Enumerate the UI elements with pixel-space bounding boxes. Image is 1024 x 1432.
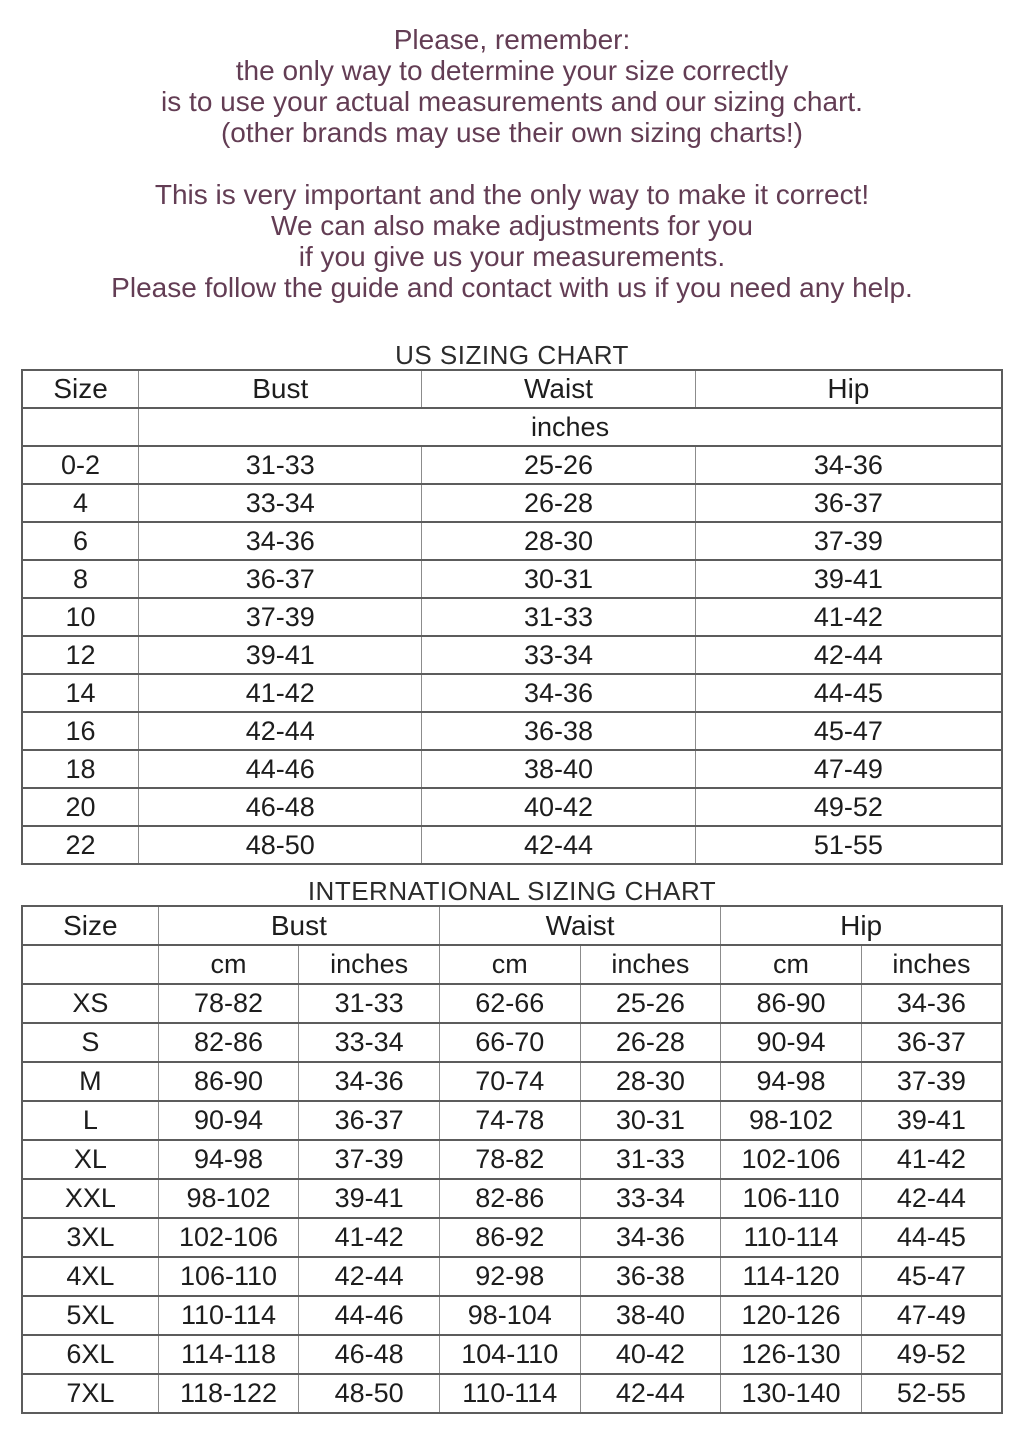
intl-cell-waist_cm: 104-110 xyxy=(439,1335,580,1374)
intl-cell-waist_cm: 82-86 xyxy=(439,1179,580,1218)
intl-cell-size: 7XL xyxy=(22,1374,158,1413)
intl-unit-waist-inches: inches xyxy=(580,945,721,984)
us-cell-waist: 25-26 xyxy=(422,446,695,484)
us-col-hip: Hip xyxy=(695,370,1002,408)
intl-cell-waist_in: 40-42 xyxy=(580,1335,721,1374)
us-cell-hip: 41-42 xyxy=(695,598,1002,636)
us-unit-label: inches xyxy=(139,408,1002,446)
us-data-row xyxy=(22,446,1002,484)
us-cell-size: 10 xyxy=(22,598,139,636)
us-cell-waist: 40-42 xyxy=(422,788,695,826)
intl-cell-waist_cm: 98-104 xyxy=(439,1296,580,1335)
intro-line: This is very important and the only way to make it correct! xyxy=(154,179,870,210)
us-sizing-table xyxy=(21,369,1003,865)
intl-cell-bust_cm: 94-98 xyxy=(158,1140,299,1179)
intl-table-body xyxy=(22,984,1002,1413)
intl-cell-waist_in: 36-38 xyxy=(580,1257,721,1296)
us-unit-empty-cell xyxy=(22,408,139,446)
intl-cell-waist_in: 42-44 xyxy=(580,1374,721,1413)
us-col-waist: Waist xyxy=(422,370,695,408)
intl-unit-hip-inches: inches xyxy=(861,945,1002,984)
intro-note xyxy=(0,0,1024,303)
intl-cell-size: XL xyxy=(22,1140,158,1179)
intl-cell-hip_in: 34-36 xyxy=(861,984,1002,1023)
intl-data-row xyxy=(22,1296,1002,1335)
us-data-row xyxy=(22,712,1002,750)
intl-cell-waist_cm: 70-74 xyxy=(439,1062,580,1101)
intl-cell-bust_in: 44-46 xyxy=(299,1296,440,1335)
intl-cell-bust_in: 46-48 xyxy=(299,1335,440,1374)
us-cell-size: 8 xyxy=(22,560,139,598)
us-cell-waist: 42-44 xyxy=(422,826,695,864)
intl-cell-size: S xyxy=(22,1023,158,1062)
intro-line: Please, remember: xyxy=(393,24,631,55)
intl-cell-waist_cm: 86-92 xyxy=(439,1218,580,1257)
us-cell-waist: 38-40 xyxy=(422,750,695,788)
us-cell-waist: 36-38 xyxy=(422,712,695,750)
us-cell-bust: 44-46 xyxy=(139,750,422,788)
us-data-row xyxy=(22,484,1002,522)
intro-line: We can also make adjustments for you xyxy=(271,210,753,241)
us-data-row xyxy=(22,560,1002,598)
intl-cell-bust_cm: 118-122 xyxy=(158,1374,299,1413)
intl-cell-bust_in: 34-36 xyxy=(299,1062,440,1101)
intl-col-waist: Waist xyxy=(439,906,720,945)
us-cell-hip: 36-37 xyxy=(695,484,1002,522)
us-cell-size: 6 xyxy=(22,522,139,560)
intl-data-row xyxy=(22,1023,1002,1062)
intl-cell-bust_cm: 102-106 xyxy=(158,1218,299,1257)
us-cell-hip: 45-47 xyxy=(695,712,1002,750)
intro-paragraph-2 xyxy=(0,179,1024,303)
intl-cell-waist_cm: 78-82 xyxy=(439,1140,580,1179)
us-cell-size: 0-2 xyxy=(22,446,139,484)
us-data-row xyxy=(22,522,1002,560)
intro-paragraph-1 xyxy=(0,24,1024,148)
intl-cell-hip_cm: 94-98 xyxy=(721,1062,862,1101)
intl-data-row xyxy=(22,1218,1002,1257)
intl-cell-size: 4XL xyxy=(22,1257,158,1296)
intl-cell-waist_in: 38-40 xyxy=(580,1296,721,1335)
us-cell-bust: 42-44 xyxy=(139,712,422,750)
intl-cell-hip_in: 37-39 xyxy=(861,1062,1002,1101)
us-cell-hip: 42-44 xyxy=(695,636,1002,674)
intl-cell-hip_cm: 102-106 xyxy=(721,1140,862,1179)
intl-cell-hip_cm: 98-102 xyxy=(721,1101,862,1140)
intl-unit-hip-cm: cm xyxy=(721,945,862,984)
intl-cell-bust_in: 42-44 xyxy=(299,1257,440,1296)
us-col-bust: Bust xyxy=(139,370,422,408)
intl-cell-bust_in: 37-39 xyxy=(299,1140,440,1179)
intl-cell-waist_cm: 110-114 xyxy=(439,1374,580,1413)
intl-cell-size: XXL xyxy=(22,1179,158,1218)
intl-unit-row xyxy=(22,945,1002,984)
us-cell-bust: 36-37 xyxy=(139,560,422,598)
intl-cell-hip_cm: 126-130 xyxy=(721,1335,862,1374)
us-cell-bust: 37-39 xyxy=(139,598,422,636)
intl-cell-bust_in: 33-34 xyxy=(299,1023,440,1062)
intl-col-hip: Hip xyxy=(721,906,1002,945)
us-data-row xyxy=(22,636,1002,674)
us-header-row xyxy=(22,370,1002,408)
intl-cell-hip_in: 45-47 xyxy=(861,1257,1002,1296)
intl-cell-bust_cm: 98-102 xyxy=(158,1179,299,1218)
intl-cell-hip_cm: 110-114 xyxy=(721,1218,862,1257)
us-cell-size: 16 xyxy=(22,712,139,750)
intl-cell-bust_in: 39-41 xyxy=(299,1179,440,1218)
us-data-row xyxy=(22,598,1002,636)
intl-cell-hip_in: 49-52 xyxy=(861,1335,1002,1374)
intl-unit-bust-cm: cm xyxy=(158,945,299,984)
intl-chart-title: INTERNATIONAL SIZING CHART xyxy=(307,876,717,906)
intl-cell-hip_in: 39-41 xyxy=(861,1101,1002,1140)
us-chart-title: US SIZING CHART xyxy=(395,340,629,370)
intl-cell-bust_cm: 78-82 xyxy=(158,984,299,1023)
intl-cell-hip_in: 44-45 xyxy=(861,1218,1002,1257)
us-cell-waist: 31-33 xyxy=(422,598,695,636)
us-cell-waist: 33-34 xyxy=(422,636,695,674)
intl-cell-size: 6XL xyxy=(22,1335,158,1374)
intl-cell-hip_cm: 106-110 xyxy=(721,1179,862,1218)
us-cell-bust: 31-33 xyxy=(139,446,422,484)
intl-unit-empty-cell xyxy=(22,945,158,984)
us-cell-hip: 34-36 xyxy=(695,446,1002,484)
us-cell-bust: 41-42 xyxy=(139,674,422,712)
intl-cell-hip_cm: 130-140 xyxy=(721,1374,862,1413)
intl-cell-hip_in: 41-42 xyxy=(861,1140,1002,1179)
us-cell-hip: 37-39 xyxy=(695,522,1002,560)
us-cell-size: 12 xyxy=(22,636,139,674)
us-data-row xyxy=(22,826,1002,864)
us-table-body xyxy=(22,446,1002,864)
us-cell-hip: 51-55 xyxy=(695,826,1002,864)
intl-cell-bust_cm: 82-86 xyxy=(158,1023,299,1062)
intl-cell-size: XS xyxy=(22,984,158,1023)
us-cell-waist: 34-36 xyxy=(422,674,695,712)
intl-header-row xyxy=(22,906,1002,945)
us-cell-bust: 48-50 xyxy=(139,826,422,864)
us-cell-bust: 39-41 xyxy=(139,636,422,674)
us-data-row xyxy=(22,788,1002,826)
intl-cell-bust_in: 36-37 xyxy=(299,1101,440,1140)
us-cell-size: 22 xyxy=(22,826,139,864)
intl-cell-waist_cm: 62-66 xyxy=(439,984,580,1023)
us-cell-size: 14 xyxy=(22,674,139,712)
intl-col-bust: Bust xyxy=(158,906,439,945)
intl-cell-hip_cm: 120-126 xyxy=(721,1296,862,1335)
us-cell-size: 4 xyxy=(22,484,139,522)
intl-data-row xyxy=(22,1101,1002,1140)
intl-data-row xyxy=(22,1140,1002,1179)
intl-cell-waist_in: 26-28 xyxy=(580,1023,721,1062)
intl-cell-waist_in: 30-31 xyxy=(580,1101,721,1140)
intl-cell-hip_in: 42-44 xyxy=(861,1179,1002,1218)
us-cell-size: 20 xyxy=(22,788,139,826)
intl-cell-size: 5XL xyxy=(22,1296,158,1335)
intro-line: (other brands may use their own sizing charts!) xyxy=(220,117,804,148)
intl-cell-bust_cm: 90-94 xyxy=(158,1101,299,1140)
intl-cell-bust_cm: 110-114 xyxy=(158,1296,299,1335)
intl-cell-hip_in: 36-37 xyxy=(861,1023,1002,1062)
us-cell-waist: 30-31 xyxy=(422,560,695,598)
us-cell-waist: 26-28 xyxy=(422,484,695,522)
intl-cell-size: M xyxy=(22,1062,158,1101)
us-cell-hip: 47-49 xyxy=(695,750,1002,788)
intro-line: Please follow the guide and contact with us if you need any help. xyxy=(111,272,913,303)
intl-unit-waist-cm: cm xyxy=(439,945,580,984)
intl-cell-bust_in: 31-33 xyxy=(299,984,440,1023)
intl-col-size: Size xyxy=(22,906,158,945)
intl-cell-waist_cm: 66-70 xyxy=(439,1023,580,1062)
intl-data-row xyxy=(22,1179,1002,1218)
intl-cell-size: 3XL xyxy=(22,1218,158,1257)
intl-cell-waist_cm: 92-98 xyxy=(439,1257,580,1296)
intl-data-row xyxy=(22,1374,1002,1413)
intl-cell-waist_in: 28-30 xyxy=(580,1062,721,1101)
intl-unit-bust-inches: inches xyxy=(299,945,440,984)
intl-cell-hip_cm: 114-120 xyxy=(721,1257,862,1296)
intl-cell-waist_in: 31-33 xyxy=(580,1140,721,1179)
intl-cell-hip_cm: 90-94 xyxy=(721,1023,862,1062)
intl-sizing-table xyxy=(21,905,1003,1414)
intl-data-row xyxy=(22,1257,1002,1296)
intro-line: the only way to determine your size correctly xyxy=(235,55,789,86)
intl-cell-hip_in: 47-49 xyxy=(861,1296,1002,1335)
intro-line: is to use your actual measurements and our sizing chart. xyxy=(161,86,863,117)
intro-line: if you give us your measurements. xyxy=(298,241,726,272)
us-unit-row xyxy=(22,408,1002,446)
intl-cell-bust_in: 48-50 xyxy=(299,1374,440,1413)
intl-cell-waist_in: 25-26 xyxy=(580,984,721,1023)
intl-data-row xyxy=(22,1062,1002,1101)
intl-cell-bust_cm: 106-110 xyxy=(158,1257,299,1296)
us-cell-waist: 28-30 xyxy=(422,522,695,560)
us-data-row xyxy=(22,750,1002,788)
intl-cell-bust_cm: 114-118 xyxy=(158,1335,299,1374)
intl-cell-waist_cm: 74-78 xyxy=(439,1101,580,1140)
us-cell-hip: 39-41 xyxy=(695,560,1002,598)
us-data-row xyxy=(22,674,1002,712)
us-cell-bust: 34-36 xyxy=(139,522,422,560)
us-col-size: Size xyxy=(22,370,139,408)
intl-cell-hip_in: 52-55 xyxy=(861,1374,1002,1413)
intl-cell-waist_in: 33-34 xyxy=(580,1179,721,1218)
us-cell-hip: 49-52 xyxy=(695,788,1002,826)
intl-cell-size: L xyxy=(22,1101,158,1140)
intl-data-row xyxy=(22,984,1002,1023)
intl-cell-bust_in: 41-42 xyxy=(299,1218,440,1257)
us-cell-bust: 46-48 xyxy=(139,788,422,826)
us-cell-size: 18 xyxy=(22,750,139,788)
intl-cell-hip_cm: 86-90 xyxy=(721,984,862,1023)
us-cell-bust: 33-34 xyxy=(139,484,422,522)
intl-data-row xyxy=(22,1335,1002,1374)
intl-cell-bust_cm: 86-90 xyxy=(158,1062,299,1101)
us-cell-hip: 44-45 xyxy=(695,674,1002,712)
intl-cell-waist_in: 34-36 xyxy=(580,1218,721,1257)
